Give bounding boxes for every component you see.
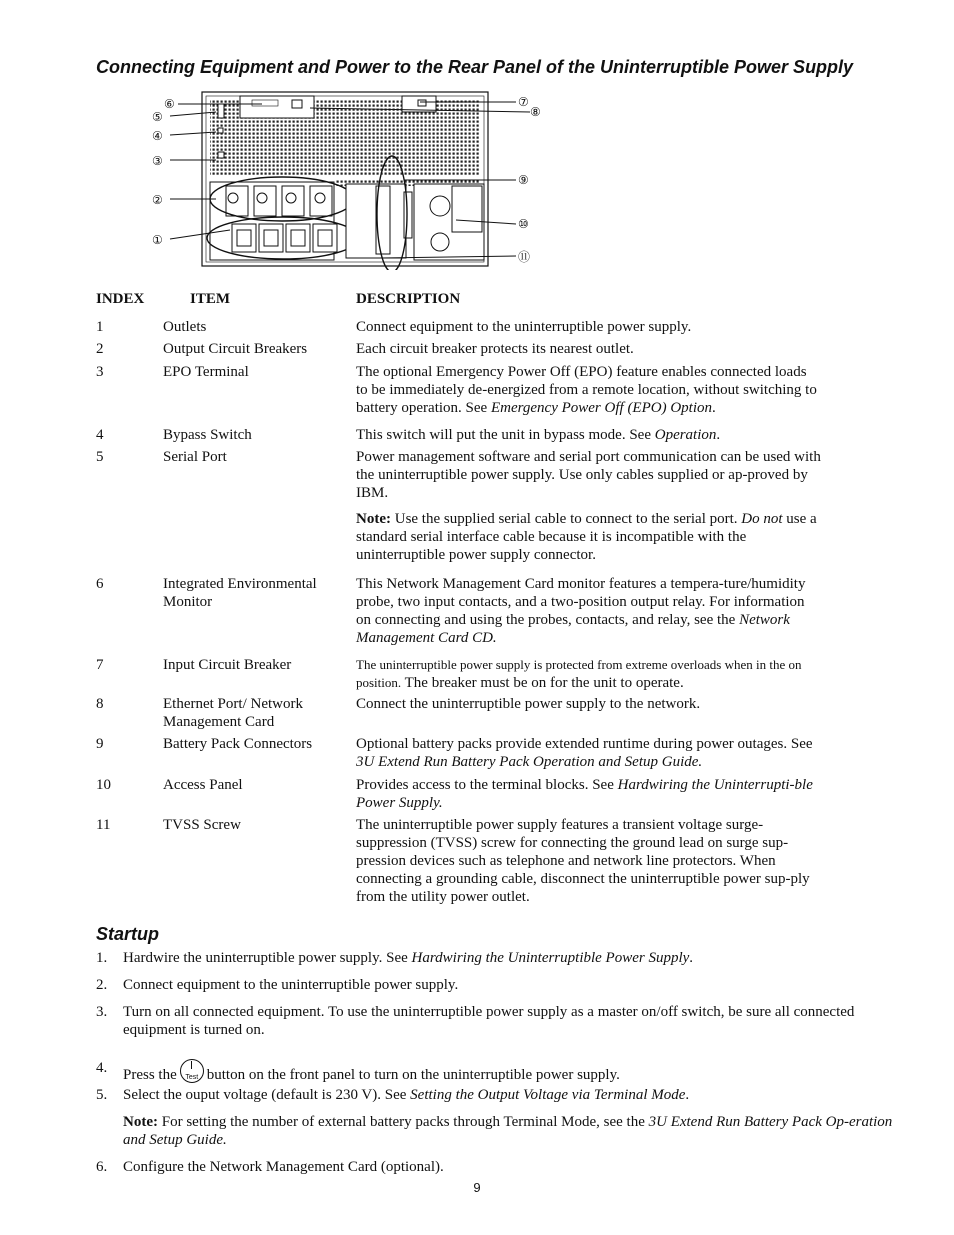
row-index: 9 [96, 736, 104, 752]
callout-8: ⑧ [530, 105, 541, 119]
row-item: Outlets [163, 319, 207, 335]
row-index: 4 [96, 427, 104, 443]
header-item: ITEM [190, 291, 231, 307]
row-item: Serial Port [163, 449, 227, 465]
startup-heading: Startup [96, 924, 159, 944]
row-index: 5 [96, 449, 104, 465]
callout-9: ⑨ [518, 173, 529, 187]
row-index: 7 [96, 657, 104, 673]
callout-6: ⑥ [164, 97, 175, 111]
callout-1: ① [152, 233, 163, 247]
callout-10: ⑩ [518, 217, 529, 231]
header-description: DESCRIPTION [356, 291, 461, 307]
step-text: Configure the Network Management Card (optional). [123, 1159, 444, 1175]
callout-7: ⑦ [518, 95, 529, 109]
page-number: 9 [473, 1180, 481, 1195]
row-item: Bypass Switch [163, 427, 252, 443]
row-index: 2 [96, 341, 104, 357]
step-text: Hardwire the uninterruptible power supply. See Hardwiring the Uninterruptible Power Supply. [123, 950, 694, 966]
row-item: Output Circuit Breakers [163, 341, 308, 357]
header-index: INDEX [96, 291, 145, 307]
row-index: 3 [96, 364, 104, 380]
step-number: 3. [96, 1004, 108, 1020]
step-text: Turn on all connected equipment. To use the uninterruptible power supply as a master on/off switch, be sure all connected equipment is turned on. [123, 1004, 855, 1038]
test-button-icon: Test [180, 1059, 204, 1083]
step-number: 1. [96, 950, 108, 966]
step-text: Select the ouput voltage (default is 230 V). See Setting the Output Voltage via Terminal Mode. Note: For setting the number of external battery packs through Terminal Mode, see the 3U Extend Run Battery Pack Op-eration and Setup Guide. [123, 1087, 893, 1148]
step-text: Press the Test button on the front panel to turn on the uninterruptible power supply. [123, 1059, 893, 1084]
network-card [240, 96, 314, 118]
step-number: 4. [96, 1060, 108, 1076]
callout-5: ⑤ [152, 110, 163, 124]
row-item: Ethernet Port/ Network Management Card [163, 696, 303, 730]
row-desc: The uninterruptible power supply features a transient voltage surge-suppression (TVSS) screw for connecting the ground lead on surge sup-pression devices such as telephone and network line protectors. When connecting a grounding cable, disconnect the uninterruptible power sup-ply from the utility power outlet. [356, 817, 810, 905]
callout-2: ② [152, 193, 163, 207]
callout-11: ⑪ [518, 250, 531, 264]
row-index: 6 [96, 576, 104, 592]
row-desc: The uninterruptible power supply is protected from extreme overloads when in the on position. The breaker must be on for the unit to operate. [356, 657, 802, 691]
row-index: 10 [96, 777, 111, 793]
row-index: 1 [96, 319, 104, 335]
rear-panel-figure [140, 88, 560, 270]
row-item: Access Panel [163, 777, 243, 793]
row-index: 11 [96, 817, 111, 833]
row-desc: Provides access to the terminal blocks. See Hardwiring the Uninterrupti-ble Power Supply. [356, 777, 813, 811]
row-item: EPO Terminal [163, 364, 249, 380]
row-desc: This Network Management Card monitor features a tempera-ture/humidity probe, two input contacts, and a two-position output relay. For information on connecting and using the probes, contacts, and relay, see the Network Management Card CD. [356, 576, 806, 646]
row-item: Input Circuit Breaker [163, 657, 292, 673]
callout-3: ③ [152, 154, 163, 168]
step-number: 6. [96, 1159, 108, 1175]
step-number: 2. [96, 977, 108, 993]
row-item: Battery Pack Connectors [163, 736, 313, 752]
row-index: 8 [96, 696, 104, 712]
row-desc: This switch will put the unit in bypass mode. See Operation. [356, 427, 721, 443]
row-item: TVSS Screw [163, 817, 241, 833]
callout-4: ④ [152, 129, 163, 143]
step-number: 5. [96, 1087, 108, 1103]
row-desc: Connect equipment to the uninterruptible power supply. [356, 319, 692, 335]
row-desc: Each circuit breaker protects its nearest outlet. [356, 341, 634, 357]
row-desc: Optional battery packs provide extended runtime during power outages. See 3U Extend Run Battery Pack Operation and Setup Guide. [356, 736, 813, 770]
step-text: Connect equipment to the uninterruptible power supply. [123, 977, 459, 993]
row-desc: The optional Emergency Power Off (EPO) feature enables connected loads to be immediately de-energized from a remote location, without switching to battery operation. See Emergency Power Off (EPO) Option. [356, 364, 817, 416]
row-desc: Power management software and serial port communication can be used with the uninterruptible power supply. Use only cables supplied or ap-proved by IBM. Note: Use the supplied serial cable to connect to the serial port. Do not use a standard serial interface cable because it is incompatible with the uninterruptible power supply connector. [356, 449, 821, 563]
row-item: Integrated Environmental Monitor [163, 576, 317, 610]
page-heading: Connecting Equipment and Power to the Rear Panel of the Uninterruptible Power Supply [96, 57, 854, 77]
row-desc: Connect the uninterruptible power supply to the network. [356, 696, 701, 712]
